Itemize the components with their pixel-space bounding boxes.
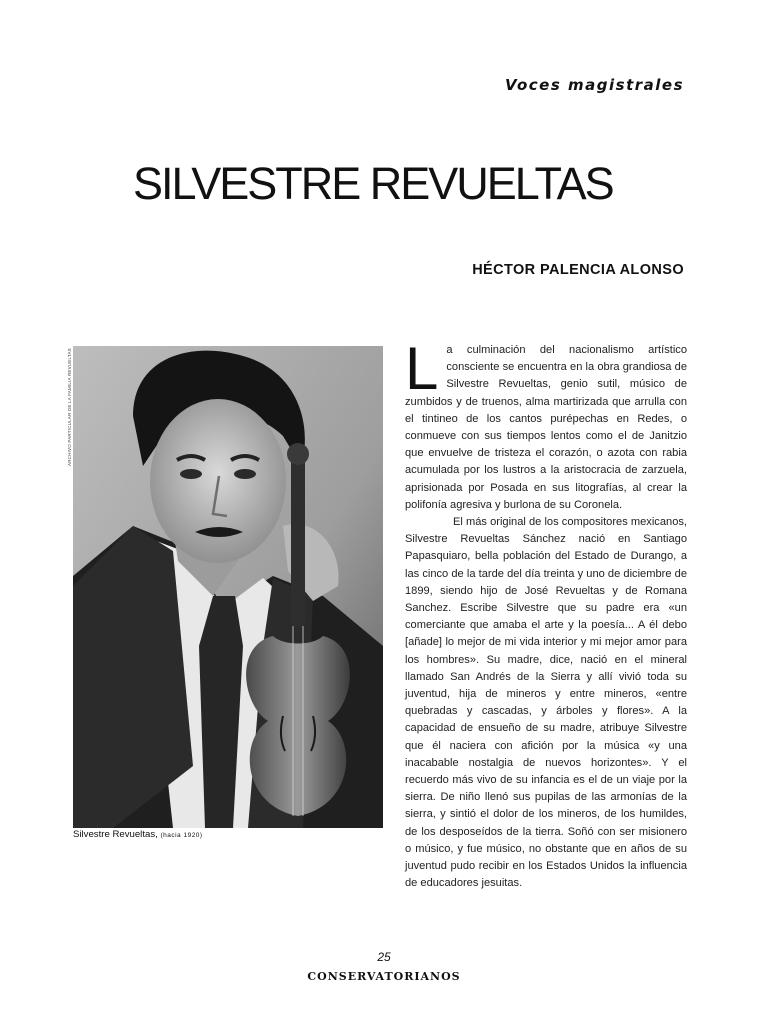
paragraph-1 <box>405 335 687 514</box>
photo-credit <box>55 346 71 466</box>
section-label: Voces magistrales <box>504 76 684 94</box>
article-title: SILVESTRE REVUELTAS <box>133 158 613 209</box>
portrait-illustration <box>73 346 383 828</box>
photo-credit-text: ARCHIVO PARTICULAR DE LA FAMILIA REVUELTAS <box>67 348 72 466</box>
caption-name: Silvestre Revueltas, <box>73 829 158 840</box>
paragraph-1-text: a culminación del nacionalismo artístico consciente se encuentra en la obra grandiosa de Silvestre Revueltas, genio sutil, músico de zumbidos y de truenos, alma martirizada que arrulla con el tintineo de los cantos purépechas en Redes, o conmueve con sus tiempos lentos como el de Janitzio que envuelve de tristeza el corazón, o azota con rabia acumulada por los lustros a la aristocracia de zarzuela, aprisionada por Posada en sus litografías, al crear la polifonía agresiva y burlona de su Coronela. <box>405 344 687 511</box>
photo-caption <box>73 829 203 840</box>
article-body <box>405 335 687 893</box>
page-number: 25 <box>377 950 391 964</box>
drop-cap: L <box>405 335 439 402</box>
caption-date: (hacia 1920) <box>160 832 203 839</box>
magazine-name: CONSERVATORIANOS <box>307 970 461 983</box>
article-author: HÉCTOR PALENCIA ALONSO <box>472 262 684 278</box>
paragraph-2: El más original de los compositores mexicanos, Silvestre Revueltas Sánchez nació en Santiago Papasquiaro, bella población del Estado de Durango, a las cinco de la tarde del día treinta y uno de diciembre de 1899, siendo hijo de José Revueltas y de Romana Sanchez. Escribe Silvestre que su padre era «un comerciante que amaba el arte y la poesía... A él debo [añade] lo mejor de mi vida interior y mi mejor amor para los hombres». Su madre, dice, nació en el mineral llamado San Andrés de la Sierra y allí vivió toda su juventud, hija de mineros y entre mineros, «entre quebradas y cascadas, y árboles y flores». A la capacidad de ensueño de su madre, atribuye Silvestre que él naciera con afición por la música «y una inacabable nostalgia de nuevos horizontes». Y el recuerdo más vivo de su infancia es el de un viaje por la sierra. De niño llenó sus pupilas de las armonías de la sierra, y sintió el dolor de los mineros, de los humildes, de los desposeídos de la tierra. Soñó con ser misionero o músico, y fue músico, no obstante que en años de su juventud pudo recibir en los Estados Unidos la influencia de educadores jesuitas. <box>405 516 687 890</box>
portrait-photo <box>73 346 383 828</box>
